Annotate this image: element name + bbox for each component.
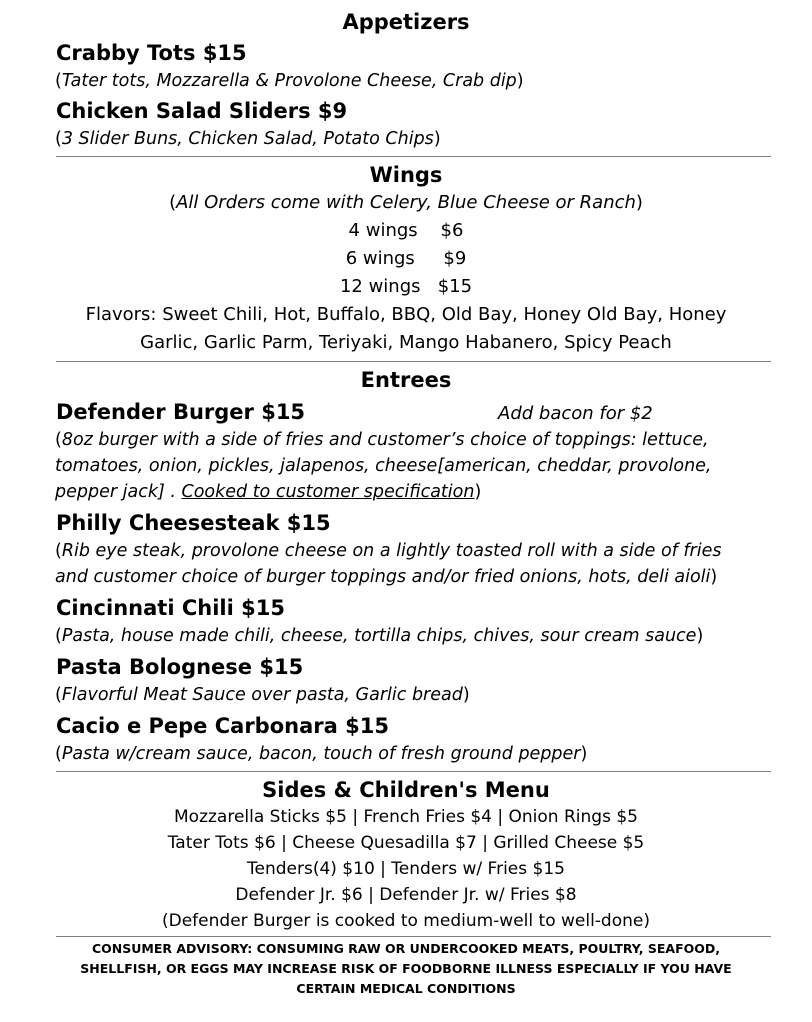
consumer-advisory — [0, 937, 812, 999]
advisory-line-1: CONSUMER ADVISORY: CONSUMING RAW OR UNDERCOOKED MEATS, POULTRY, SEAFOOD, — [91, 941, 721, 956]
item-title-defender-burger: Defender Burger $15 Add bacon for $2 — [0, 397, 812, 427]
item-desc-philly-cheesesteak: (Rib eye steak, provolone cheese on a lightly toasted roll with a side of fries and customer choice of burger toppings and/or fried onions, hots, deli aioli) — [55, 541, 722, 587]
item-desc-cacio-e-pepe-carbonara: (Pasta w/cream sauce, bacon, touch of fresh ground pepper) — [55, 744, 588, 764]
sides-line: Mozzarella Sticks $5 | French Fries $4 | Onion Rings $5 — [174, 807, 638, 827]
section-title-appetizers: Appetizers — [342, 10, 470, 34]
addon-bacon: Add bacon for $2 — [498, 403, 653, 424]
section-title-entrees: Entrees — [360, 368, 452, 392]
item-desc-pasta-bolognese: (Flavorful Meat Sauce over pasta, Garlic bread) — [55, 685, 470, 705]
item-title-cincinnati-chili: Cincinnati Chili $15 — [56, 596, 285, 620]
advisory-line-2: SHELLFISH, OR EGGS MAY INCREASE RISK OF FOODBORNE ILLNESS ESPECIALLY IF YOU HAVE — [80, 961, 732, 976]
sides-line: Tater Tots $6 | Cheese Quesadilla $7 | Grilled Cheese $5 — [167, 833, 645, 853]
item-desc-chicken-salad-sliders: (3 Slider Buns, Chicken Salad, Potato Chips) — [55, 129, 441, 149]
wings-note: (All Orders come with Celery, Blue Cheese or Ranch) — [169, 192, 643, 213]
section-title-sides: Sides & Children's Menu — [262, 778, 550, 802]
wings-price-row: 12 wings $15 — [339, 276, 473, 297]
sides-line: (Defender Burger is cooked to medium-well to well-done) — [162, 911, 650, 931]
sides-line: Tenders(4) $10 | Tenders w/ Fries $15 — [247, 859, 565, 879]
wings-flavors-line-2: Garlic, Garlic Parm, Teriyaki, Mango Habanero, Spicy Peach — [140, 332, 672, 353]
wings-price-row: 4 wings $6 — [348, 220, 464, 241]
item-desc-defender-burger: (8oz burger with a side of fries and customer’s choice of toppings: lettuce, tomatoes, onion, pickles, jalapenos, cheese[american, cheddar, provolone, pepper jack] . Cooked to customer specification) — [55, 430, 712, 502]
sides-line: Defender Jr. $6 | Defender Jr. w/ Fries $8 — [235, 885, 577, 905]
wings-section — [0, 157, 812, 357]
advisory-line-3: CERTAIN MEDICAL CONDITIONS — [296, 981, 516, 996]
sides-section — [0, 772, 812, 934]
wings-flavors-line-1: Flavors: Sweet Chili, Hot, Buffalo, BBQ, Old Bay, Honey Old Bay, Honey — [85, 304, 727, 325]
wings-price-row: 6 wings $9 — [345, 248, 467, 269]
entrees-section — [0, 362, 812, 767]
appetizers-section — [0, 0, 812, 152]
item-title-cacio-e-pepe-carbonara: Cacio e Pepe Carbonara $15 — [56, 714, 389, 738]
item-title-chicken-salad-sliders: Chicken Salad Sliders $9 — [56, 99, 348, 123]
item-desc-crabby-tots: (Tater tots, Mozzarella & Provolone Cheese, Crab dip) — [55, 71, 524, 91]
section-title-wings: Wings — [369, 163, 443, 187]
item-title-philly-cheesesteak: Philly Cheesesteak $15 — [56, 511, 331, 535]
item-title-crabby-tots: Crabby Tots $15 — [56, 41, 247, 65]
item-title-pasta-bolognese: Pasta Bolognese $15 — [56, 655, 304, 679]
item-desc-cincinnati-chili: (Pasta, house made chili, cheese, tortilla chips, chives, sour cream sauce) — [55, 626, 704, 646]
